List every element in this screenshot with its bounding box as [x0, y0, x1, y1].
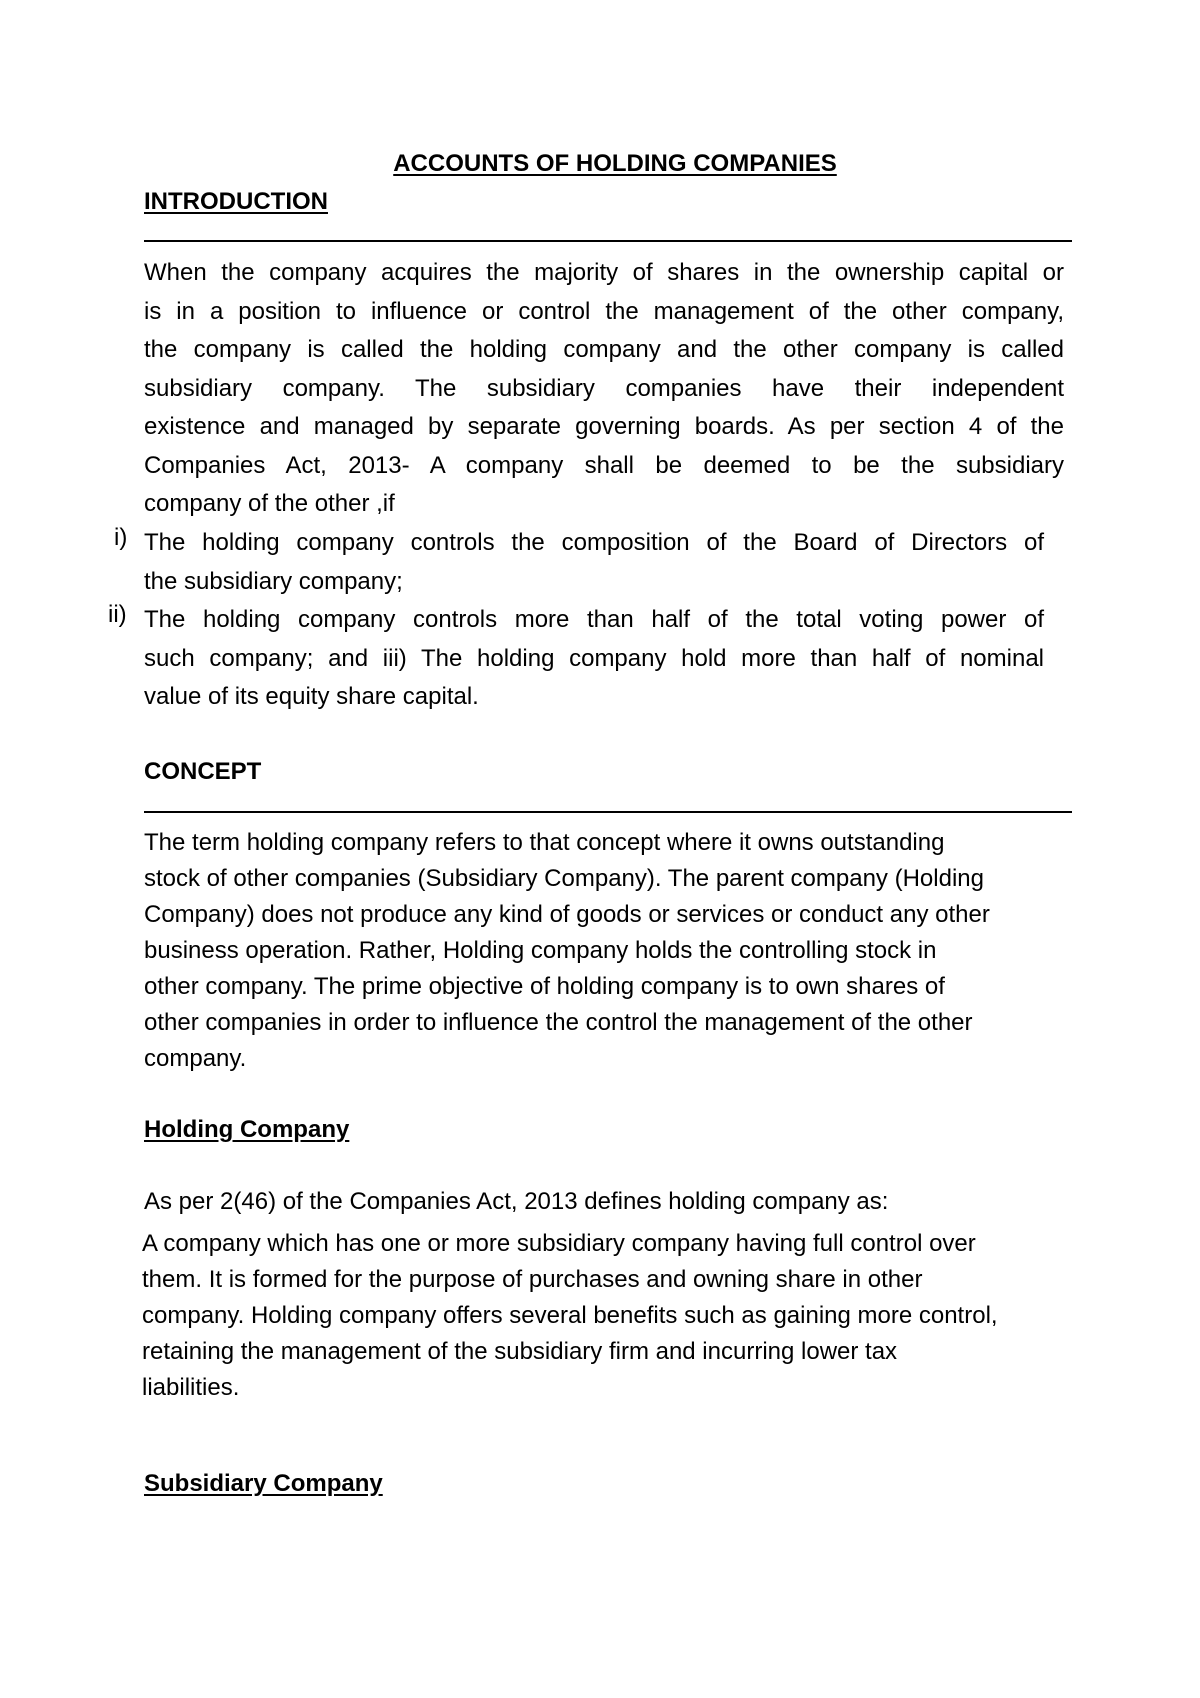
list-item-line: such company; and iii) The holding company hold more than half of nominal: [144, 644, 1044, 672]
concept-paragraph: [144, 825, 990, 1077]
concept-divider: [144, 811, 1072, 813]
intro-line: When the company acquires the majority of shares in the ownership capital or: [144, 259, 1064, 286]
intro-line: subsidiary company. The subsidiary companies have their independent: [144, 374, 1064, 402]
list-item: [144, 524, 1044, 601]
intro-line: company of the other ,if: [144, 490, 395, 517]
concept-line: Company) does not produce any kind of goods or services or conduct any other: [144, 901, 990, 928]
subsidiary-company-heading: Subsidiary Company: [144, 1470, 383, 1497]
concept-line: company.: [144, 1045, 247, 1072]
intro-line: the company is called the holding company and the other company is called: [144, 336, 1064, 363]
holding-line: company. Holding company offers several benefits such as gaining more control,: [142, 1302, 998, 1329]
concept-line: stock of other companies (Subsidiary Company). The parent company (Holding: [144, 865, 984, 892]
document-title: ACCOUNTS OF HOLDING COMPANIES: [393, 150, 837, 177]
list-marker: i): [114, 524, 128, 551]
list-marker: ii): [108, 601, 127, 628]
concept-line: The term holding company refers to that concept where it owns outstanding: [144, 829, 945, 856]
intro-line: existence and managed by separate governing boards. As per section 4 of the: [144, 413, 1064, 440]
concept-heading: CONCEPT: [144, 758, 262, 785]
holding-line: them. It is formed for the purpose of purchases and owning share in other: [142, 1266, 923, 1293]
holding-company-paragraph: [142, 1226, 998, 1406]
list-item-line: The holding company controls the composition of the Board of Directors of: [144, 529, 1044, 556]
holding-line: liabilities.: [142, 1374, 240, 1401]
holding-line: A company which has one or more subsidiary company having full control over: [142, 1230, 976, 1257]
concept-line: business operation. Rather, Holding company holds the controlling stock in: [144, 937, 937, 964]
introduction-divider: [144, 240, 1072, 242]
introduction-paragraph: [144, 254, 1064, 524]
list-item: [144, 601, 1044, 717]
holding-company-intro: As per 2(46) of the Companies Act, 2013 defines holding company as:: [144, 1188, 889, 1215]
holding-company-heading: Holding Company: [144, 1116, 350, 1143]
concept-line: other companies in order to influence the control the management of the other: [144, 1009, 973, 1036]
intro-line: Companies Act, 2013- A company shall be deemed to be the subsidiary: [144, 451, 1064, 479]
concept-line: other company. The prime objective of holding company is to own shares of: [144, 973, 945, 1000]
holding-line: retaining the management of the subsidiary firm and incurring lower tax: [142, 1338, 898, 1365]
list-item-line: value of its equity share capital.: [144, 683, 479, 710]
introduction-heading: INTRODUCTION: [144, 188, 328, 215]
list-item-line: the subsidiary company;: [144, 567, 403, 595]
list-item-line: The holding company controls more than half of the total voting power of: [144, 606, 1044, 633]
intro-line: is in a position to influence or control the management of the other company,: [144, 297, 1064, 325]
